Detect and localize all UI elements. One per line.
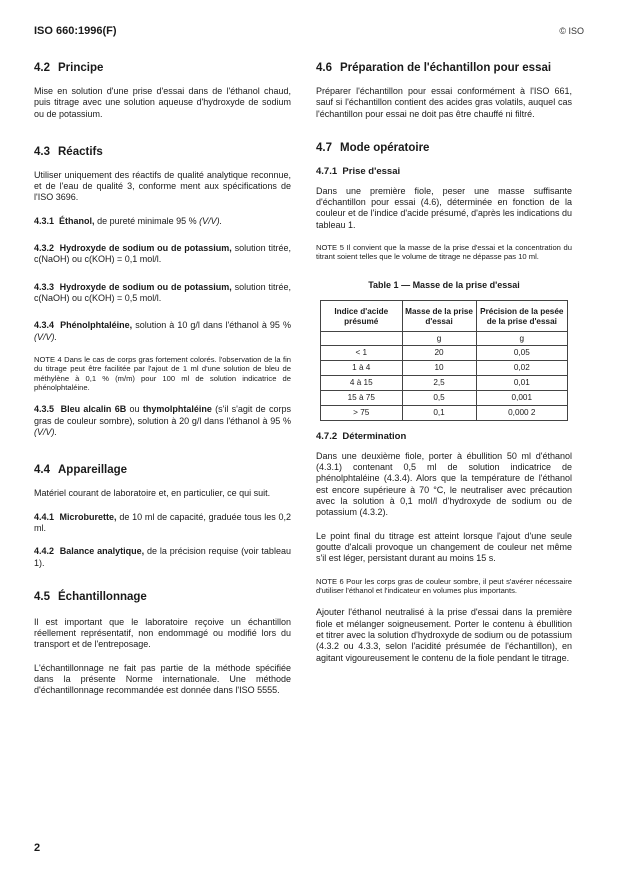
item-4-4-1: 4.4.1 Microburette, de 10 ml de capacité, graduée tous les 0,2 ml. (34, 511, 291, 533)
table-cell: 0,02 (476, 360, 567, 375)
item-4-3-4: 4.3.4 Phénolphtaléine, solution à 10 g/l dans l'éthanol à 95 % (V/V). (34, 320, 291, 342)
table-cell: < 1 (321, 345, 403, 360)
table-header: Indice d'acide présumé (321, 300, 403, 331)
table-row (321, 375, 568, 390)
table-cell: 0,05 (476, 345, 567, 360)
table-cell: 15 à 75 (321, 390, 403, 405)
right-column (316, 62, 572, 676)
determination-p2: Le point final du titrage est atteint lorsque l'ajout d'une seule goutte d'alcali provoque un changement de couleur net même s'il est léger, persistant durant au moins 15 s. (316, 530, 572, 564)
item-4-3-1: 4.3.1 Éthanol, de pureté minimale 95 % (V/V). (34, 215, 223, 226)
echantillonnage-p1: Il est important que le laboratoire reçoive un échantillon réellement représentatif, non endommagé ou modifié lors du transport et de l'entreposage. (34, 616, 291, 650)
heading-4-6: 4.6 Préparation de l'échantillon pour essai (316, 62, 552, 74)
table-cell: > 75 (321, 405, 403, 420)
heading-4-2: 4.2 Principe (34, 62, 104, 74)
determination-p3: Ajouter l'éthanol neutralisé à la prise d'essai dans la première fiole et mélanger soigneusement. Porter le contenu à ébullition et titrer avec la solution d'hydroxyde de sodium ou de potassium (4.3.2 ou 4.3.3, selon l'acidité présumée de l'échantillon), en agitant vigoureusement le contenu de la fiole pendant le titrage. (316, 607, 572, 663)
table-header: Masse de la prise d'essai (402, 300, 476, 331)
table-header-row (321, 300, 568, 331)
heading-4-5: 4.5 Échantillonnage (34, 590, 147, 603)
preparation-text: Préparer l'échantillon pour essai conformément à l'ISO 661, sauf si l'échantillon contient des acides gras volatils, auquel cas l'échantillon pour essai ne doit pas être chauffé ni filtré. (316, 86, 572, 119)
copyright: © ISO (559, 26, 584, 36)
table-cell: g (402, 331, 476, 345)
item-4-3-3: 4.3.3 Hydroxyde de sodium ou de potassium, solution titrée, c(NaOH) ou c(KOH) = 0,5 mol/l. (34, 281, 291, 303)
note-4: NOTE 4 Dans le cas de corps gras fortement colorés. l'observation de la fin du titrage peut être facilitée par l'ajout de 1 ml d'une solution de bleu de méthylène à 0,1 % (m/m) pour 100 ml de solution indicatrice de phénolphtaléine. (34, 354, 291, 393)
left-column (34, 62, 291, 709)
table-caption: Table 1 — Masse de la prise d'essai (368, 279, 520, 290)
table-cell: 0,1 (402, 405, 476, 420)
appareillage-text: Matériel courant de laboratoire et, en particulier, ce qui suit. (34, 488, 271, 499)
standard-id: ISO 660:1996(F) (34, 25, 117, 37)
table-row (321, 360, 568, 375)
page-number: 2 (34, 842, 41, 854)
table-cell: 2,5 (402, 375, 476, 390)
table-cell: 0,5 (402, 390, 476, 405)
heading-4-3: 4.3 Réactifs (34, 145, 103, 158)
table-cell: 0,01 (476, 375, 567, 390)
table-cell (321, 331, 403, 345)
item-4-4-2: 4.4.2 Balance analytique, de la précision requise (voir tableau 1). (34, 546, 291, 568)
table-units-row (321, 331, 568, 345)
heading-4-7-1: 4.7.1 Prise d'essai (316, 165, 401, 177)
item-4-3-5: 4.3.5 Bleu alcalin 6B ou thymolphtaléine (s'il s'agit de corps gras de couleur sombre), solution à 20 g/l dans l'éthanol à 95 % (V/V). (34, 404, 291, 438)
table-cell: 10 (402, 360, 476, 375)
table-row (321, 405, 568, 420)
determination-p1: Dans une deuxième fiole, porter à ébullition 50 ml d'éthanol (4.3.1) contenant 0,5 ml de solution indicatrice de phénolphtaléine (4.3.4). Alors que la température de l'éthanol est encore supérieure à 70 °C, le neutraliser avec précaution avec la solution à 0,1 mol/l d'hydroxyde de sodium ou de potassium (4.3.2). (316, 450, 572, 518)
item-4-3-2: 4.3.2 Hydroxyde de sodium ou de potassium, solution titrée, c(NaOH) ou c(KOH) = 0,1 mol/l. (34, 243, 291, 265)
table-header: Précision de la pesée de la prise d'essai (476, 300, 567, 331)
table-cell: 0,000 2 (476, 405, 567, 420)
table-cell: 1 à 4 (321, 360, 403, 375)
heading-4-7: 4.7 Mode opératoire (316, 141, 430, 154)
table-cell: 4 à 15 (321, 375, 403, 390)
table-row (321, 390, 568, 405)
principe-text: Mise en solution d'une prise d'essai dans de l'éthanol chaud, puis titrage avec une solution aqueuse d'hydroxyde de sodium ou de potassium. (34, 86, 291, 119)
note-6: NOTE 6 Pour les corps gras de couleur sombre, il peut s'avérer nécessaire d'utiliser l'éthanol et l'indicateur en volumes plus importants. (316, 576, 572, 595)
heading-4-4: 4.4 Appareillage (34, 464, 128, 477)
table-cell: 20 (402, 345, 476, 360)
heading-4-7-2: 4.7.2 Détermination (316, 430, 407, 442)
table-cell: g (476, 331, 567, 345)
table-row (321, 345, 568, 360)
reactifs-text: Utiliser uniquement des réactifs de qualité analytique reconnue, et de l'eau de qualité 3, conforme ment aux spécifications de l'ISO 3696. (34, 169, 291, 203)
echantillonnage-p2: L'échantillonnage ne fait pas partie de la méthode spécifiée dans la présente Norme internationale. Une méthode d'échantillonnage recommandée est donnée dans l'ISO 5555. (34, 662, 291, 696)
prise-essai-text: Dans une première fiole, peser une masse suffisante d'échantillon pour essai (4.6), déterminée en fonction de la couleur et de l'indice d'acide présumé, d'après les indications du tableau 1. (316, 185, 572, 230)
mass-table (320, 300, 568, 421)
note-5: NOTE 5 Il convient que la masse de la prise d'essai et la concentration du titrant soient telles que le volume de titrage ne dépasse pas 10 ml. (316, 243, 572, 262)
table-cell: 0,001 (476, 390, 567, 405)
